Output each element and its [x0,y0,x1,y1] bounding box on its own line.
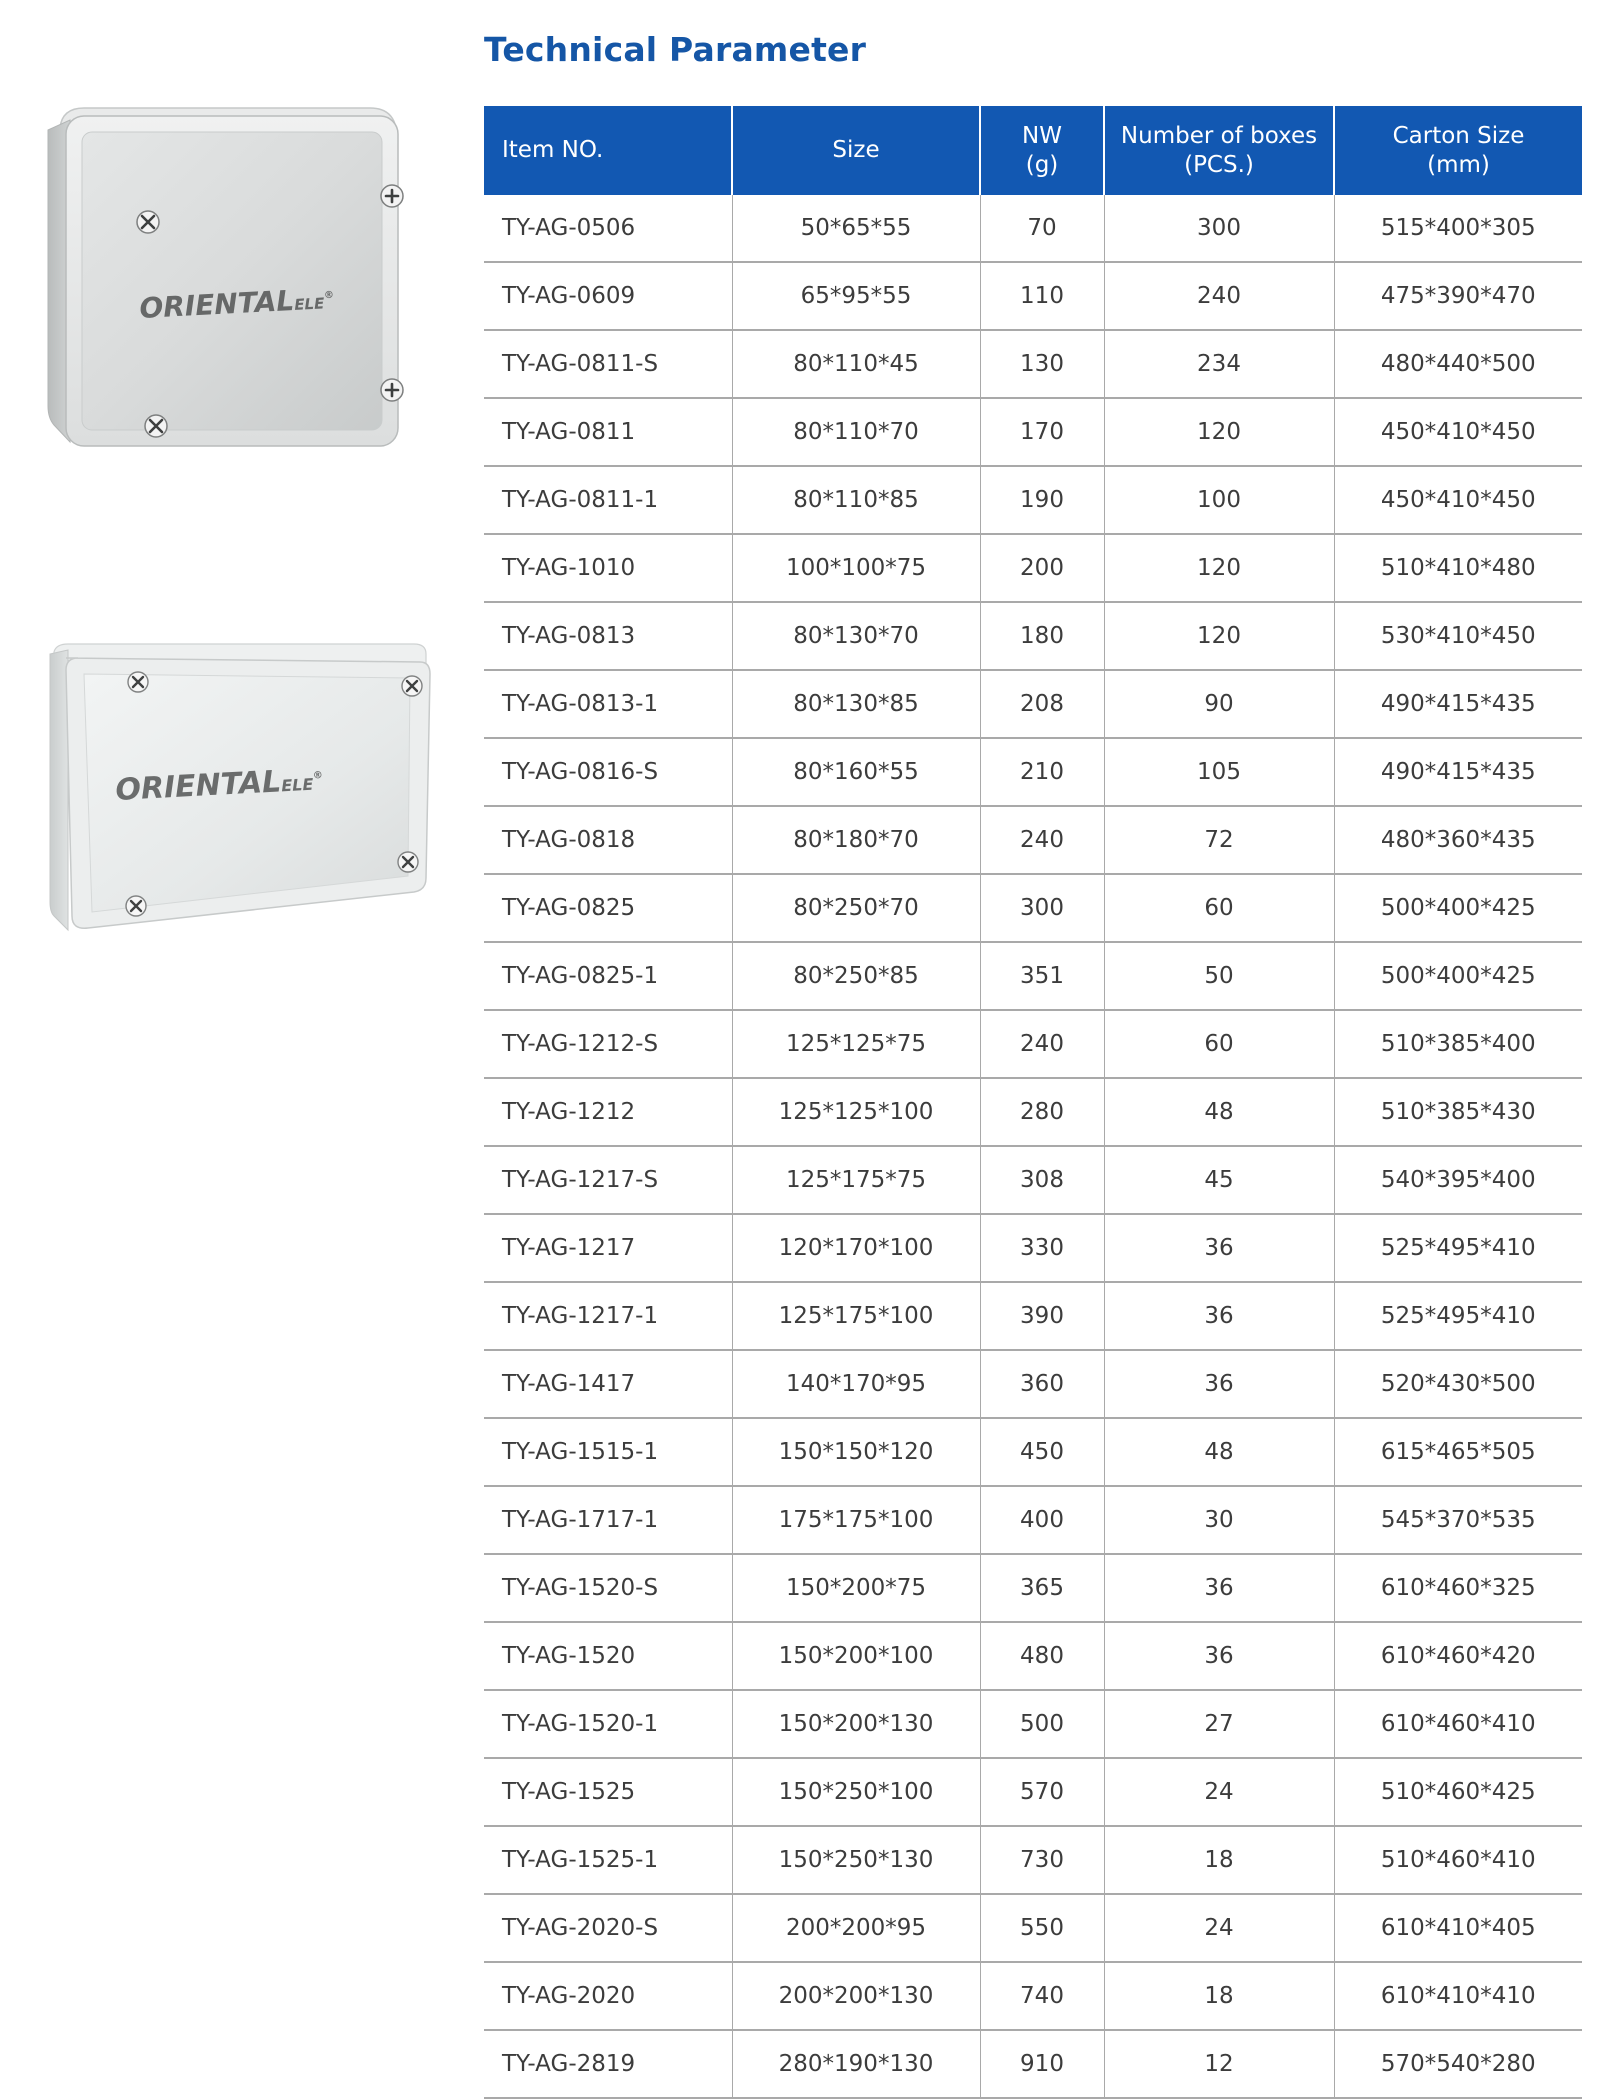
table-row [484,1690,1582,1758]
size-cell: 100*100*75 [732,534,980,602]
boxes-cell: 120 [1104,534,1334,602]
item-no-cell: TY-AG-0825 [484,874,732,942]
carton-size-cell: 450*410*450 [1334,466,1582,534]
carton-size-cell: 610*410*410 [1334,1962,1582,2030]
size-cell: 80*130*70 [732,602,980,670]
boxes-cell: 48 [1104,1078,1334,1146]
nw-cell: 330 [980,1214,1104,1282]
item-no-cell: TY-AG-1717-1 [484,1486,732,1554]
boxes-cell: 105 [1104,738,1334,806]
item-no-cell: TY-AG-0816-S [484,738,732,806]
size-cell: 80*110*85 [732,466,980,534]
table-row [484,738,1582,806]
boxes-cell: 240 [1104,262,1334,330]
table-row [484,1894,1582,1962]
item-no-cell: TY-AG-1217 [484,1214,732,1282]
carton-size-cell: 475*390*470 [1334,262,1582,330]
table-row [484,602,1582,670]
nw-cell: 240 [980,1010,1104,1078]
item-no-cell: TY-AG-1525-1 [484,1826,732,1894]
table-row [484,1350,1582,1418]
nw-cell: 480 [980,1622,1104,1690]
nw-cell: 210 [980,738,1104,806]
size-cell: 80*130*85 [732,670,980,738]
brand-logo: ORIENTALELE® [138,283,335,325]
item-no-cell: TY-AG-1010 [484,534,732,602]
size-cell: 200*200*95 [732,1894,980,1962]
table-row [484,1010,1582,1078]
size-cell: 80*110*45 [732,330,980,398]
size-cell: 175*175*100 [732,1486,980,1554]
carton-size-cell: 610*460*410 [1334,1690,1582,1758]
carton-size-cell: 570*540*280 [1334,2030,1582,2098]
nw-cell: 910 [980,2030,1104,2098]
carton-size-cell: 510*410*480 [1334,534,1582,602]
table-header-row [484,106,1582,195]
header-nw: NW (g) [980,106,1104,195]
nw-cell: 570 [980,1758,1104,1826]
boxes-cell: 27 [1104,1690,1334,1758]
item-no-cell: TY-AG-0811 [484,398,732,466]
header-number-of-boxes: Number of boxes (PCS.) [1104,106,1334,195]
table-row [484,1418,1582,1486]
carton-size-cell: 540*395*400 [1334,1146,1582,1214]
size-cell: 150*250*100 [732,1758,980,1826]
item-no-cell: TY-AG-2020 [484,1962,732,2030]
size-cell: 80*250*85 [732,942,980,1010]
item-no-cell: TY-AG-1217-1 [484,1282,732,1350]
nw-cell: 730 [980,1826,1104,1894]
carton-size-cell: 530*410*450 [1334,602,1582,670]
nw-cell: 550 [980,1894,1104,1962]
carton-size-cell: 610*460*325 [1334,1554,1582,1622]
size-cell: 125*125*75 [732,1010,980,1078]
table-row [484,670,1582,738]
boxes-cell: 120 [1104,602,1334,670]
boxes-cell: 50 [1104,942,1334,1010]
technical-parameter-table [484,106,1582,2099]
size-cell: 80*180*70 [732,806,980,874]
size-cell: 80*110*70 [732,398,980,466]
table-row [484,1962,1582,2030]
junction-box-square-image [40,100,410,460]
size-cell: 280*190*130 [732,2030,980,2098]
item-no-cell: TY-AG-2020-S [484,1894,732,1962]
table-row [484,806,1582,874]
nw-cell: 300 [980,874,1104,942]
boxes-cell: 45 [1104,1146,1334,1214]
carton-size-cell: 525*495*410 [1334,1214,1582,1282]
size-cell: 80*250*70 [732,874,980,942]
item-no-cell: TY-AG-1515-1 [484,1418,732,1486]
size-cell: 125*175*100 [732,1282,980,1350]
item-no-cell: TY-AG-1417 [484,1350,732,1418]
carton-size-cell: 545*370*535 [1334,1486,1582,1554]
size-cell: 125*125*100 [732,1078,980,1146]
item-no-cell: TY-AG-1525 [484,1758,732,1826]
table-row [484,1826,1582,1894]
nw-cell: 400 [980,1486,1104,1554]
nw-cell: 390 [980,1282,1104,1350]
nw-cell: 280 [980,1078,1104,1146]
size-cell: 125*175*75 [732,1146,980,1214]
nw-cell: 208 [980,670,1104,738]
item-no-cell: TY-AG-1212 [484,1078,732,1146]
table-row [484,1214,1582,1282]
table-row [484,398,1582,466]
nw-cell: 180 [980,602,1104,670]
nw-cell: 308 [980,1146,1104,1214]
table-row [484,942,1582,1010]
item-no-cell: TY-AG-0818 [484,806,732,874]
size-cell: 150*250*130 [732,1826,980,1894]
size-cell: 120*170*100 [732,1214,980,1282]
item-no-cell: TY-AG-1520-S [484,1554,732,1622]
size-cell: 200*200*130 [732,1962,980,2030]
nw-cell: 360 [980,1350,1104,1418]
item-no-cell: TY-AG-0811-1 [484,466,732,534]
nw-cell: 200 [980,534,1104,602]
size-cell: 150*200*130 [732,1690,980,1758]
table-row [484,1146,1582,1214]
nw-cell: 70 [980,195,1104,262]
item-no-cell: TY-AG-2819 [484,2030,732,2098]
item-no-cell: TY-AG-0609 [484,262,732,330]
item-no-cell: TY-AG-1520 [484,1622,732,1690]
size-cell: 150*200*75 [732,1554,980,1622]
carton-size-cell: 490*415*435 [1334,738,1582,806]
boxes-cell: 234 [1104,330,1334,398]
carton-size-cell: 615*465*505 [1334,1418,1582,1486]
boxes-cell: 18 [1104,1962,1334,2030]
carton-size-cell: 610*460*420 [1334,1622,1582,1690]
brand-logo: ORIENTALELE® [114,764,324,808]
nw-cell: 740 [980,1962,1104,2030]
boxes-cell: 120 [1104,398,1334,466]
table-row [484,534,1582,602]
table-row [484,262,1582,330]
nw-cell: 170 [980,398,1104,466]
item-no-cell: TY-AG-0506 [484,195,732,262]
carton-size-cell: 490*415*435 [1334,670,1582,738]
size-cell: 50*65*55 [732,195,980,262]
size-cell: 65*95*55 [732,262,980,330]
table-row [484,2030,1582,2098]
item-no-cell: TY-AG-0813 [484,602,732,670]
nw-cell: 365 [980,1554,1104,1622]
nw-cell: 450 [980,1418,1104,1486]
table-row [484,1282,1582,1350]
carton-size-cell: 500*400*425 [1334,874,1582,942]
carton-size-cell: 610*410*405 [1334,1894,1582,1962]
carton-size-cell: 510*385*400 [1334,1010,1582,1078]
table-row [484,1486,1582,1554]
item-no-cell: TY-AG-1520-1 [484,1690,732,1758]
item-no-cell: TY-AG-0811-S [484,330,732,398]
table-row [484,1554,1582,1622]
boxes-cell: 90 [1104,670,1334,738]
table-row [484,195,1582,262]
boxes-cell: 36 [1104,1214,1334,1282]
item-no-cell: TY-AG-0825-1 [484,942,732,1010]
carton-size-cell: 480*360*435 [1334,806,1582,874]
carton-size-cell: 500*400*425 [1334,942,1582,1010]
carton-size-cell: 520*430*500 [1334,1350,1582,1418]
boxes-cell: 60 [1104,1010,1334,1078]
nw-cell: 110 [980,262,1104,330]
boxes-cell: 24 [1104,1894,1334,1962]
header-carton-size: Carton Size (mm) [1334,106,1582,195]
size-cell: 150*200*100 [732,1622,980,1690]
nw-cell: 240 [980,806,1104,874]
boxes-cell: 36 [1104,1622,1334,1690]
carton-size-cell: 525*495*410 [1334,1282,1582,1350]
table-row [484,1758,1582,1826]
item-no-cell: TY-AG-1212-S [484,1010,732,1078]
boxes-cell: 18 [1104,1826,1334,1894]
table-row [484,874,1582,942]
boxes-cell: 30 [1104,1486,1334,1554]
header-size: Size [732,106,980,195]
boxes-cell: 36 [1104,1554,1334,1622]
table-row [484,1622,1582,1690]
table-row [484,1078,1582,1146]
boxes-cell: 60 [1104,874,1334,942]
boxes-cell: 24 [1104,1758,1334,1826]
carton-size-cell: 510*460*425 [1334,1758,1582,1826]
item-no-cell: TY-AG-0813-1 [484,670,732,738]
size-cell: 80*160*55 [732,738,980,806]
carton-size-cell: 510*385*430 [1334,1078,1582,1146]
size-cell: 150*150*120 [732,1418,980,1486]
boxes-cell: 36 [1104,1350,1334,1418]
nw-cell: 500 [980,1690,1104,1758]
boxes-cell: 48 [1104,1418,1334,1486]
boxes-cell: 12 [1104,2030,1334,2098]
table-row [484,466,1582,534]
item-no-cell: TY-AG-1217-S [484,1146,732,1214]
boxes-cell: 72 [1104,806,1334,874]
carton-size-cell: 450*410*450 [1334,398,1582,466]
boxes-cell: 36 [1104,1282,1334,1350]
junction-box-rectangular-image [48,640,438,940]
size-cell: 140*170*95 [732,1350,980,1418]
nw-cell: 130 [980,330,1104,398]
boxes-cell: 300 [1104,195,1334,262]
carton-size-cell: 510*460*410 [1334,1826,1582,1894]
header-item-no: Item NO. [484,106,732,195]
nw-cell: 190 [980,466,1104,534]
nw-cell: 351 [980,942,1104,1010]
carton-size-cell: 480*440*500 [1334,330,1582,398]
table-row [484,330,1582,398]
table-body [484,195,1582,2098]
carton-size-cell: 515*400*305 [1334,195,1582,262]
page-title: Technical Parameter [484,30,867,69]
boxes-cell: 100 [1104,466,1334,534]
